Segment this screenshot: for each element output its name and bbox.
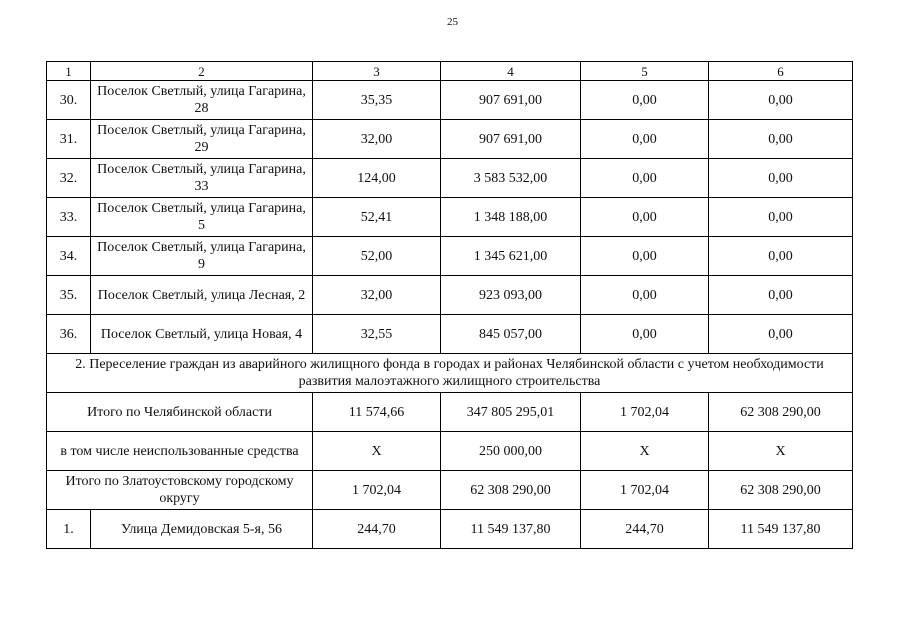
area-cell-2: 0,00 <box>581 81 709 120</box>
cost-cell-2: X <box>709 432 853 471</box>
address-cell: Улица Демидовская 5-я, 56 <box>91 510 313 549</box>
section-row <box>47 354 853 393</box>
total-zlatoust-label: Итого по Златоустовскому городскому округу <box>47 471 313 510</box>
table-row <box>47 198 853 237</box>
cost-cell: 923 093,00 <box>441 276 581 315</box>
cost-cell: 907 691,00 <box>441 120 581 159</box>
area-cell: 32,00 <box>313 120 441 159</box>
cost-cell: 62 308 290,00 <box>441 471 581 510</box>
area-cell: 52,00 <box>313 237 441 276</box>
cost-cell: 11 549 137,80 <box>441 510 581 549</box>
column-number: 3 <box>313 62 441 81</box>
cost-cell-2: 0,00 <box>709 237 853 276</box>
area-cell-2: 1 702,04 <box>581 471 709 510</box>
address-cell: Поселок Светлый, улица Гагарина, 9 <box>91 237 313 276</box>
row-number: 33. <box>47 198 91 237</box>
cost-cell: 3 583 532,00 <box>441 159 581 198</box>
row-number: 32. <box>47 159 91 198</box>
address-cell: Поселок Светлый, улица Гагарина, 5 <box>91 198 313 237</box>
table-row <box>47 81 853 120</box>
area-cell: 35,35 <box>313 81 441 120</box>
area-cell: 1 702,04 <box>313 471 441 510</box>
section-title: 2. Переселение граждан из аварийного жилищного фонда в городах и районах Челябинской области с учетом необходимости развития малоэтажного жилищного строительства <box>47 354 853 393</box>
column-number: 2 <box>91 62 313 81</box>
area-cell: 32,55 <box>313 315 441 354</box>
area-cell: 52,41 <box>313 198 441 237</box>
address-cell: Поселок Светлый, улица Гагарина, 29 <box>91 120 313 159</box>
table-row <box>47 510 853 549</box>
column-number: 1 <box>47 62 91 81</box>
cost-cell-2: 11 549 137,80 <box>709 510 853 549</box>
row-number: 30. <box>47 81 91 120</box>
address-cell: Поселок Светлый, улица Новая, 4 <box>91 315 313 354</box>
total-region-label: Итого по Челябинской области <box>47 393 313 432</box>
cost-cell-2: 0,00 <box>709 159 853 198</box>
area-cell-2: 0,00 <box>581 315 709 354</box>
column-number: 5 <box>581 62 709 81</box>
cost-cell: 250 000,00 <box>441 432 581 471</box>
area-cell: 124,00 <box>313 159 441 198</box>
area-cell: 244,70 <box>313 510 441 549</box>
total-region-row <box>47 393 853 432</box>
row-number: 1. <box>47 510 91 549</box>
unused-funds-row <box>47 432 853 471</box>
address-cell: Поселок Светлый, улица Гагарина, 33 <box>91 159 313 198</box>
page-number: 25 <box>447 16 458 28</box>
column-number: 6 <box>709 62 853 81</box>
cost-cell: 907 691,00 <box>441 81 581 120</box>
total-zlatoust-row <box>47 471 853 510</box>
row-number: 36. <box>47 315 91 354</box>
cost-cell-2: 62 308 290,00 <box>709 471 853 510</box>
table-row <box>47 159 853 198</box>
cost-cell-2: 0,00 <box>709 276 853 315</box>
table-row <box>47 276 853 315</box>
cost-cell: 1 348 188,00 <box>441 198 581 237</box>
address-cell: Поселок Светлый, улица Гагарина, 28 <box>91 81 313 120</box>
cost-cell-2: 62 308 290,00 <box>709 393 853 432</box>
cost-cell-2: 0,00 <box>709 120 853 159</box>
housing-table <box>46 61 853 549</box>
row-number: 34. <box>47 237 91 276</box>
area-cell-2: 0,00 <box>581 198 709 237</box>
table-row <box>47 237 853 276</box>
cost-cell-2: 0,00 <box>709 198 853 237</box>
unused-funds-label: в том числе неиспользованные средства <box>47 432 313 471</box>
cost-cell: 1 345 621,00 <box>441 237 581 276</box>
area-cell: 32,00 <box>313 276 441 315</box>
cost-cell: 845 057,00 <box>441 315 581 354</box>
area-cell-2: 0,00 <box>581 120 709 159</box>
cost-cell: 347 805 295,01 <box>441 393 581 432</box>
table-row <box>47 120 853 159</box>
area-cell-2: 0,00 <box>581 159 709 198</box>
column-number: 4 <box>441 62 581 81</box>
area-cell-2: 1 702,04 <box>581 393 709 432</box>
area-cell-2: 0,00 <box>581 237 709 276</box>
area-cell: X <box>313 432 441 471</box>
address-cell: Поселок Светлый, улица Лесная, 2 <box>91 276 313 315</box>
cost-cell-2: 0,00 <box>709 81 853 120</box>
area-cell-2: X <box>581 432 709 471</box>
table-row <box>47 315 853 354</box>
area-cell-2: 0,00 <box>581 276 709 315</box>
row-number: 35. <box>47 276 91 315</box>
row-number: 31. <box>47 120 91 159</box>
cost-cell-2: 0,00 <box>709 315 853 354</box>
column-number-row <box>47 62 853 81</box>
area-cell: 11 574,66 <box>313 393 441 432</box>
area-cell-2: 244,70 <box>581 510 709 549</box>
